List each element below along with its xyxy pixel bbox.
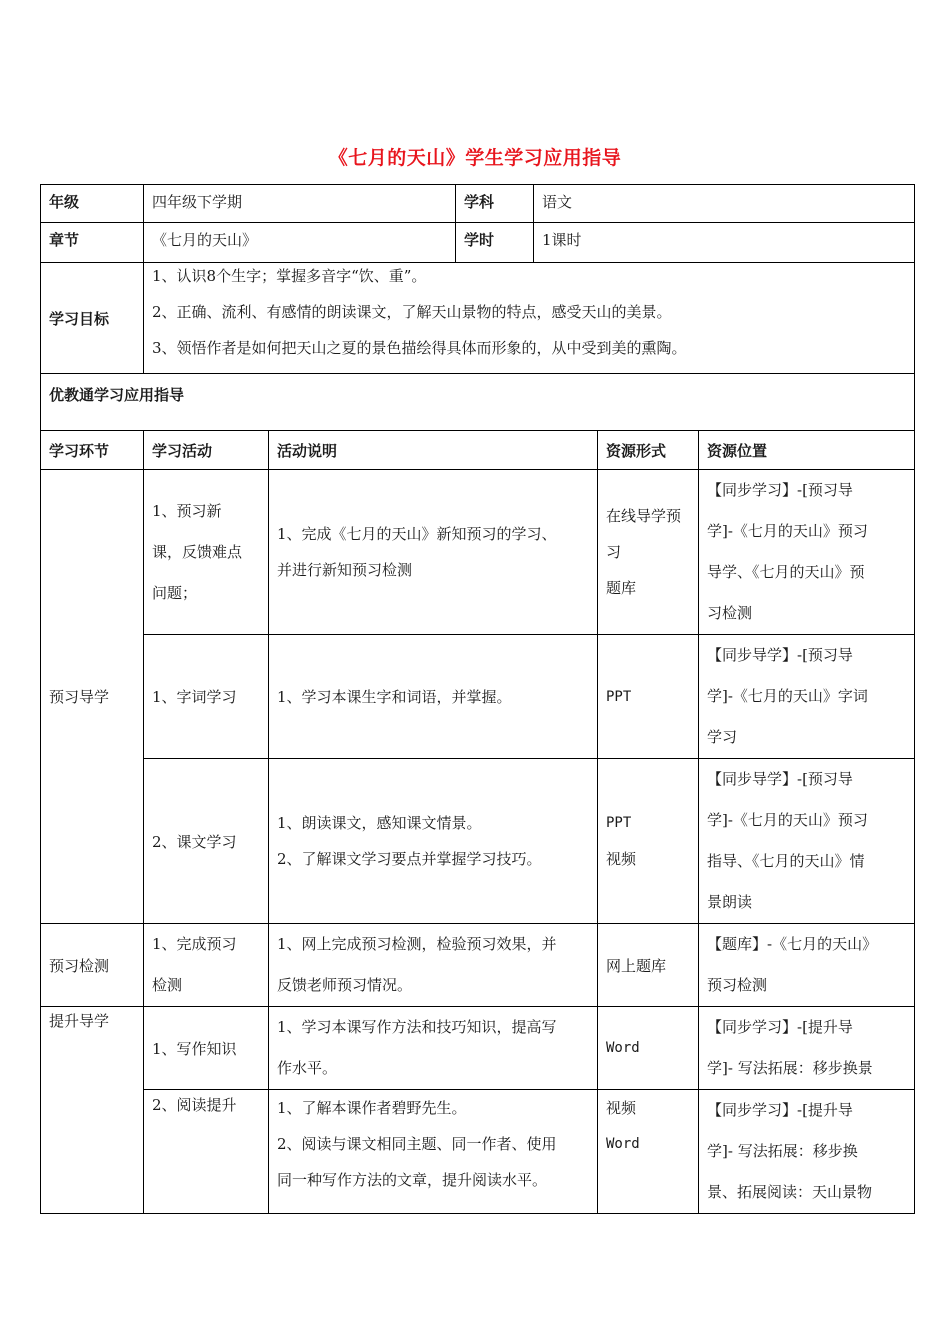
description-cell [269, 635, 598, 759]
grade-value: 四年级下学期 [144, 185, 456, 223]
activity-line: 1、写作知识 [152, 1039, 237, 1058]
header-activity: 学习活动 [144, 431, 269, 470]
activity-line: 课，反馈难点 [152, 542, 243, 561]
resource-form-line: 视频 [606, 1099, 637, 1117]
activity-cell [144, 1090, 269, 1214]
resource-location-line: 学]- 写法拓展：移步换 [707, 1142, 858, 1160]
activity-line: 检测 [152, 976, 183, 994]
description-line: 作水平。 [277, 1059, 338, 1077]
resource-form-line: Word [606, 1040, 640, 1056]
resource-location-cell [699, 635, 915, 759]
resource-form-line: PPT [606, 815, 632, 831]
resource-location-cell [699, 759, 915, 924]
goals-cell [144, 263, 915, 374]
resource-location-cell [699, 1090, 915, 1214]
resource-form-cell [598, 1090, 699, 1214]
resource-location-line: 【同步导学】-[预习导 [707, 770, 853, 788]
resource-location-line: 指导、《七月的天山》情 [707, 852, 865, 870]
resource-form-cell [598, 470, 699, 635]
resource-location-line: 学]-《七月的天山》预习 [707, 522, 868, 540]
description-line: 同一种写作方法的文章，提升阅读水平。 [277, 1171, 548, 1189]
subject-label: 学科 [456, 185, 534, 223]
activity-cell [144, 470, 269, 635]
resource-form-cell [598, 924, 699, 1007]
resource-form-line: Word [606, 1136, 640, 1152]
stage-improve: 提升导学 [41, 1007, 144, 1214]
resource-location-line: 学]- 写法拓展：移步换景 [707, 1059, 873, 1077]
resource-form-line: PPT [606, 688, 632, 705]
table-row [41, 470, 915, 635]
activity-cell [144, 924, 269, 1007]
resource-location-line: 【同步导学】-[预习导 [707, 646, 853, 664]
guide-heading: 优教通学习应用指导 [41, 374, 915, 431]
stage-preview: 预习导学 [41, 470, 144, 924]
resource-location-cell [699, 924, 915, 1007]
resource-location-line: 【同步学习】-[预习导 [707, 481, 853, 499]
resource-form-line: 习 [606, 543, 622, 561]
table-row [41, 1007, 915, 1090]
activity-cell [144, 1007, 269, 1090]
activity-line: 问题； [152, 583, 198, 602]
resource-location-line: 预习检测 [707, 976, 768, 994]
description-line: 1、完成《七月的天山》新知预习的学习、 [277, 525, 557, 543]
header-stage: 学习环节 [41, 431, 144, 470]
activity-cell [144, 635, 269, 759]
subject-value: 语文 [534, 185, 915, 223]
resource-location-line: 学]-《七月的天山》预习 [707, 811, 868, 829]
resource-form-cell [598, 1007, 699, 1090]
table-row [41, 924, 915, 1007]
resource-form-line: 题库 [606, 579, 637, 597]
description-line: 1、学习本课生字和词语，并掌握。 [277, 688, 512, 706]
description-line: 1、了解本课作者碧野先生。 [277, 1099, 467, 1117]
resource-form-line: 视频 [606, 850, 637, 868]
description-cell [269, 924, 598, 1007]
description-line: 反馈老师预习情况。 [277, 976, 413, 994]
resource-form-line: 在线导学预 [606, 507, 682, 525]
description-line: 1、网上完成预习检测，检验预习效果，并 [277, 935, 557, 953]
goal-item: 3、领悟作者是如何把天山之夏的景色描绘得具体而形象的，从中受到美的熏陶。 [152, 339, 687, 357]
activity-cell [144, 759, 269, 924]
guide-table [40, 430, 915, 1214]
activity-line: 1、完成预习 [152, 935, 237, 953]
description-cell [269, 1090, 598, 1214]
table-row [41, 1090, 915, 1214]
description-cell [269, 1007, 598, 1090]
resource-location-line: 【同步学习】-[提升导 [707, 1018, 853, 1036]
description-line: 并进行新知预习检测 [277, 561, 413, 579]
resource-location-line: 学]-《七月的天山》字词 [707, 687, 868, 705]
activity-line: 2、阅读提升 [152, 1096, 237, 1114]
table-row [41, 635, 915, 759]
activity-line: 2、课文学习 [152, 832, 237, 851]
resource-location-line: 景、拓展阅读：天山景物 [707, 1183, 873, 1201]
table-row [41, 759, 915, 924]
page-title: 《七月的天山》学生学习应用指导 [328, 147, 622, 169]
header-description: 活动说明 [269, 431, 598, 470]
resource-location-line: 景朗读 [707, 893, 753, 911]
description-cell [269, 759, 598, 924]
activity-line: 1、字词学习 [152, 688, 237, 706]
description-line: 2、了解课文学习要点并掌握学习技巧。 [277, 850, 542, 868]
hours-label: 学时 [456, 223, 534, 263]
goal-item: 1、认识8个生字；掌握多音字“饮、重”。 [152, 267, 427, 285]
description-line: 1、学习本课写作方法和技巧知识，提高写 [277, 1018, 557, 1036]
resource-form-cell [598, 635, 699, 759]
resource-location-line: 学习 [707, 728, 738, 746]
chapter-value: 《七月的天山》 [144, 223, 456, 263]
grade-label: 年级 [41, 185, 144, 223]
goal-item: 2、正确、流利、有感情的朗读课文，了解天山景物的特点，感受天山的美景。 [152, 303, 672, 321]
chapter-label: 章节 [41, 223, 144, 263]
resource-location-cell [699, 470, 915, 635]
activity-line: 1、预习新 [152, 501, 222, 520]
header-resource-location: 资源位置 [699, 431, 915, 470]
description-line: 1、朗读课文，感知课文情景。 [277, 814, 482, 832]
stage-check: 预习检测 [41, 924, 144, 1007]
description-line: 2、阅读与课文相同主题、同一作者、使用 [277, 1135, 557, 1153]
resource-location-line: 习检测 [707, 604, 753, 622]
resource-form-cell [598, 759, 699, 924]
resource-location-line: 【题库】-《七月的天山》 [707, 935, 878, 953]
goals-label: 学习目标 [41, 263, 144, 374]
resource-location-cell [699, 1007, 915, 1090]
resource-location-line: 导学、《七月的天山》预 [707, 563, 865, 581]
resource-form-line: 网上题库 [606, 956, 667, 975]
info-table [40, 184, 915, 431]
description-cell [269, 470, 598, 635]
resource-location-line: 【同步学习】-[提升导 [707, 1101, 853, 1119]
hours-value: 1课时 [534, 223, 915, 263]
header-resource-form: 资源形式 [598, 431, 699, 470]
